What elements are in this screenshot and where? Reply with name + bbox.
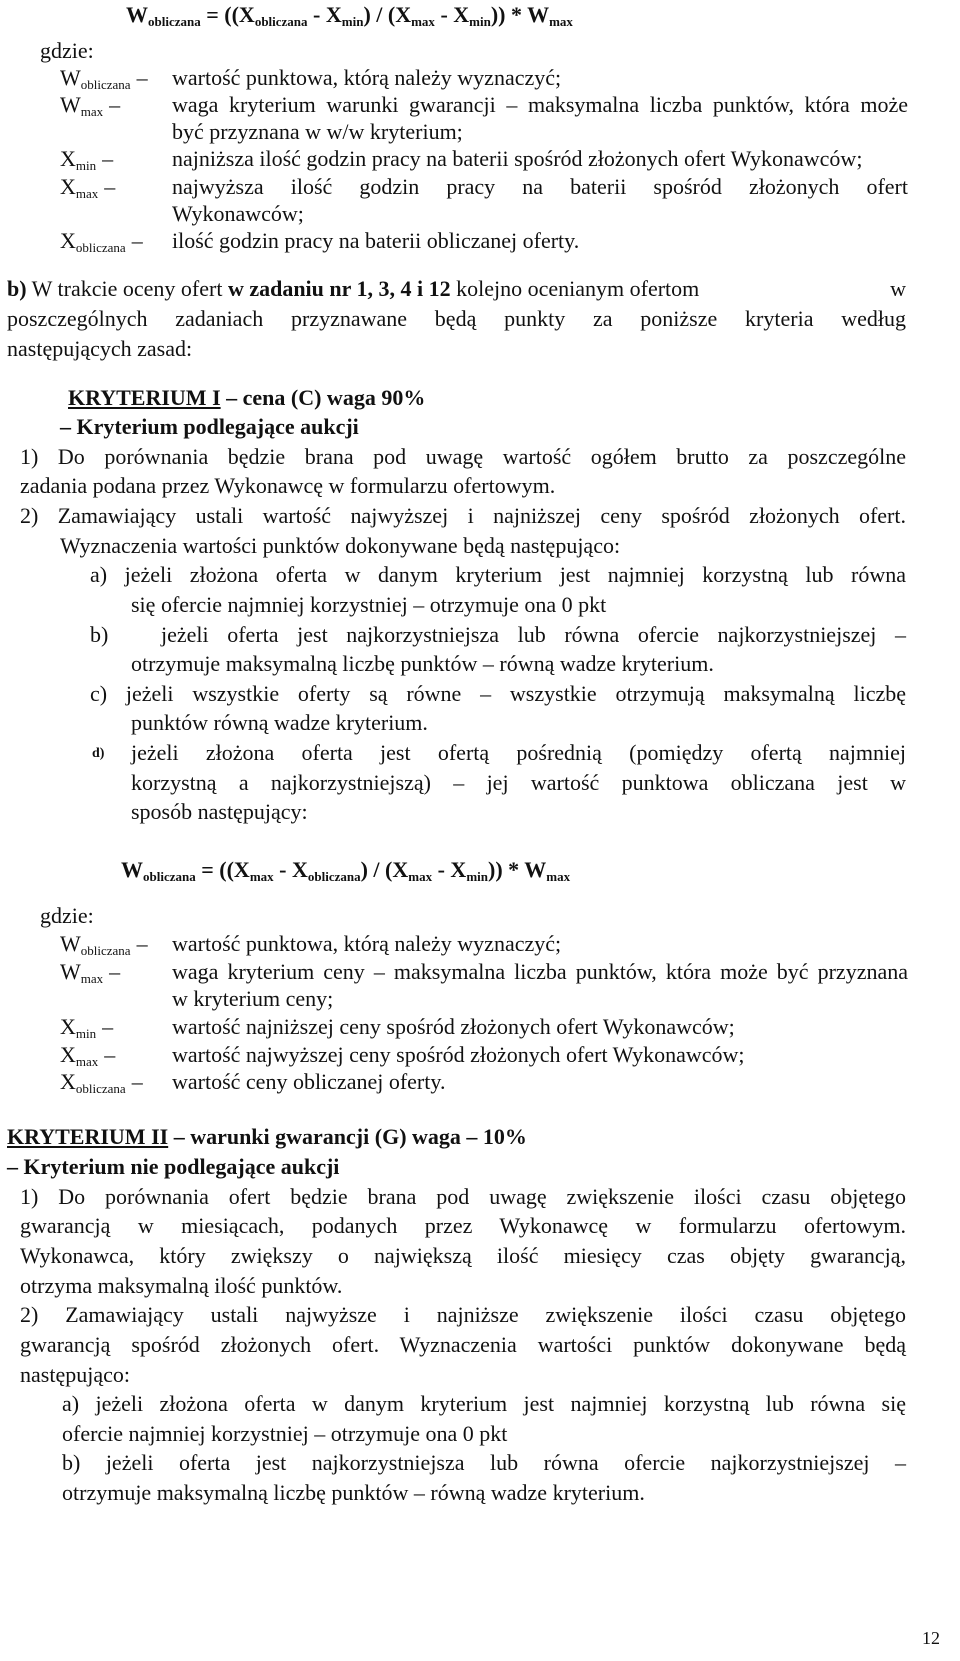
kryt1-d2: korzystną a najkorzystniejszą) – jej wartość punktowa obliczana jest w bbox=[131, 770, 906, 795]
kryterium-2-subtitle: – Kryterium nie podlegające aukcji bbox=[7, 1154, 340, 1179]
kryt1-d-label: d) bbox=[92, 746, 105, 761]
formula-2: $W_{obliczana} = ((X_{max} - X_{obliczana}) / (X_{max} - X_{min})) * W_{max}$ bbox=[121, 857, 571, 884]
kryt1-b2: otrzymuje maksymalną liczbę punktów – równą wadze kryterium. bbox=[131, 651, 714, 676]
kryt1-b1: jeżeli oferta jest najkorzystniejsza lub równa ofercie najkorzystniejszej – bbox=[161, 622, 906, 647]
top-formula: $W_{obliczana} = ((X_{obliczana} - X_{min}) / (X_{max} - X_{min})) * W_{max}$ bbox=[126, 2, 573, 29]
gdzie-label: gdzie: bbox=[40, 903, 94, 928]
kryt2-l7: następująco: bbox=[20, 1362, 130, 1387]
kryt1-c1: c) jeżeli wszystkie oferty są równe – wszystkie otrzymują maksymalną liczbę bbox=[90, 681, 906, 706]
def-symbol: $W_{obliczana}$ – bbox=[60, 65, 148, 92]
def-symbol: $X_{max}$ – bbox=[60, 1042, 116, 1069]
kryt1-d3: sposób następujący: bbox=[131, 799, 308, 824]
kryt1-p1a: 1) Do porównania będzie brana pod uwagę wartość ogółem brutto za poszczególne bbox=[20, 444, 906, 469]
kryt1-b-label: b) bbox=[90, 622, 109, 647]
kryt2-l2: gwarancją w miesiącach, podanych przez Wykonawcę w formularzu ofertowym. bbox=[20, 1213, 906, 1238]
kryt1-c2: punktów równą wadze kryterium. bbox=[131, 710, 428, 735]
kryterium-1-title: KRYTERIUM I – cena (C) waga 90% bbox=[68, 385, 426, 410]
kryt2-b2: otrzymuje maksymalną liczbę punktów – równą wadze kryterium. bbox=[62, 1480, 645, 1505]
def-symbol: $W_{max}$ – bbox=[60, 959, 121, 986]
kryt2-b1: b) jeżeli oferta jest najkorzystniejsza lub równa ofercie najkorzystniejszej – bbox=[62, 1450, 906, 1475]
def-text: wartość najwyższej ceny spośród złożonych ofert Wykonawców; bbox=[172, 1042, 745, 1067]
def-text: najwyższa ilość godzin pracy na baterii spośród złożonych ofert bbox=[172, 174, 908, 199]
kryt2-l4: otrzyma maksymalną ilość punktów. bbox=[20, 1273, 343, 1298]
def-symbol: $X_{obliczana}$ – bbox=[60, 1069, 143, 1096]
def-text: wartość ceny obliczanej oferty. bbox=[172, 1069, 446, 1094]
def-symbol: $X_{min}$ – bbox=[60, 1014, 114, 1041]
gdzie-label: gdzie: bbox=[40, 38, 94, 63]
kryt2-a2: ofercie najmniej korzystniej – otrzymuje ona 0 pkt bbox=[62, 1421, 508, 1446]
def-symbol: $X_{max}$ – bbox=[60, 174, 116, 201]
kryt2-a1: a) jeżeli złożona oferta w danym kryterium jest najmniej korzystną lub równa się bbox=[62, 1391, 906, 1416]
para-b-line3: następujących zasad: bbox=[7, 336, 193, 361]
kryterium-1-subtitle: – Kryterium podlegające aukcji bbox=[60, 414, 359, 439]
def-text: waga kryterium ceny – maksymalna liczba punktów, która może być przyznana bbox=[172, 959, 908, 984]
def-text: wartość punktowa, którą należy wyznaczyć; bbox=[172, 931, 562, 956]
page-number: 12 bbox=[922, 1628, 940, 1648]
def-symbol: $W_{obliczana}$ – bbox=[60, 931, 148, 958]
def-symbol: $W_{max}$ – bbox=[60, 92, 121, 119]
kryterium-2-title: KRYTERIUM II – warunki gwarancji (G) waga – 10% bbox=[7, 1124, 527, 1149]
def-text-cont: w kryterium ceny; bbox=[172, 986, 334, 1011]
kryt1-a2: się ofercie najmniej korzystniej – otrzymuje ona 0 pkt bbox=[131, 592, 607, 617]
def-symbol: $X_{obliczana}$ – bbox=[60, 228, 143, 255]
kryt2-l6: gwarancją spośród złożonych ofert. Wyznaczenia wartości punktów dokonywane będą bbox=[20, 1332, 906, 1357]
para-b-line2: poszczególnych zadaniach przyznawane będą punkty za poniższe kryteria według bbox=[7, 306, 906, 331]
def-text: waga kryterium warunki gwarancji – maksymalna liczba punktów, która może bbox=[172, 92, 908, 117]
kryt1-p2a: 2) Zamawiający ustali wartość najwyższej i najniższej ceny spośród złożonych ofert. bbox=[20, 503, 906, 528]
def-text: wartość najniższej ceny spośród złożonych ofert Wykonawców; bbox=[172, 1014, 735, 1039]
def-text: najniższa ilość godzin pracy na baterii spośród złożonych ofert Wykonawców; bbox=[172, 146, 863, 171]
def-text-cont: Wykonawców; bbox=[172, 201, 304, 226]
kryt1-p1b: zadania podana przez Wykonawcę w formularzu ofertowym. bbox=[20, 473, 556, 498]
def-text-cont: być przyznana w w/w kryterium; bbox=[172, 119, 463, 144]
def-text: wartość punktowa, którą należy wyznaczyć; bbox=[172, 65, 562, 90]
kryt2-l3: Wykonawca, który zwiększy o największą ilość miesięcy czas objęty gwarancją, bbox=[20, 1243, 906, 1268]
kryt2-l1: 1) Do porównania ofert będzie brana pod uwagę zwiększenie ilości czasu objętego bbox=[20, 1184, 906, 1209]
kryt1-a1: a) jeżeli złożona oferta w danym kryterium jest najmniej korzystną lub równa bbox=[90, 562, 906, 587]
def-text: ilość godzin pracy na baterii obliczanej oferty. bbox=[172, 228, 580, 253]
kryt2-l5: 2) Zamawiający ustali najwyższe i najniższe zwiększenie ilości czasu objętego bbox=[20, 1302, 906, 1327]
def-symbol: $X_{min}$ – bbox=[60, 146, 114, 173]
kryt1-d1: jeżeli złożona oferta jest ofertą pośrednią (pomiędzy ofertą najmniej bbox=[131, 740, 906, 765]
kryt1-p2b: Wyznaczenia wartości punktów dokonywane będą następująco: bbox=[60, 533, 621, 558]
para-b-line1: b) W trakcie oceny ofert w zadaniu nr 1, 3, 4 i 12 kolejno ocenianym ofertom w bbox=[7, 276, 906, 301]
